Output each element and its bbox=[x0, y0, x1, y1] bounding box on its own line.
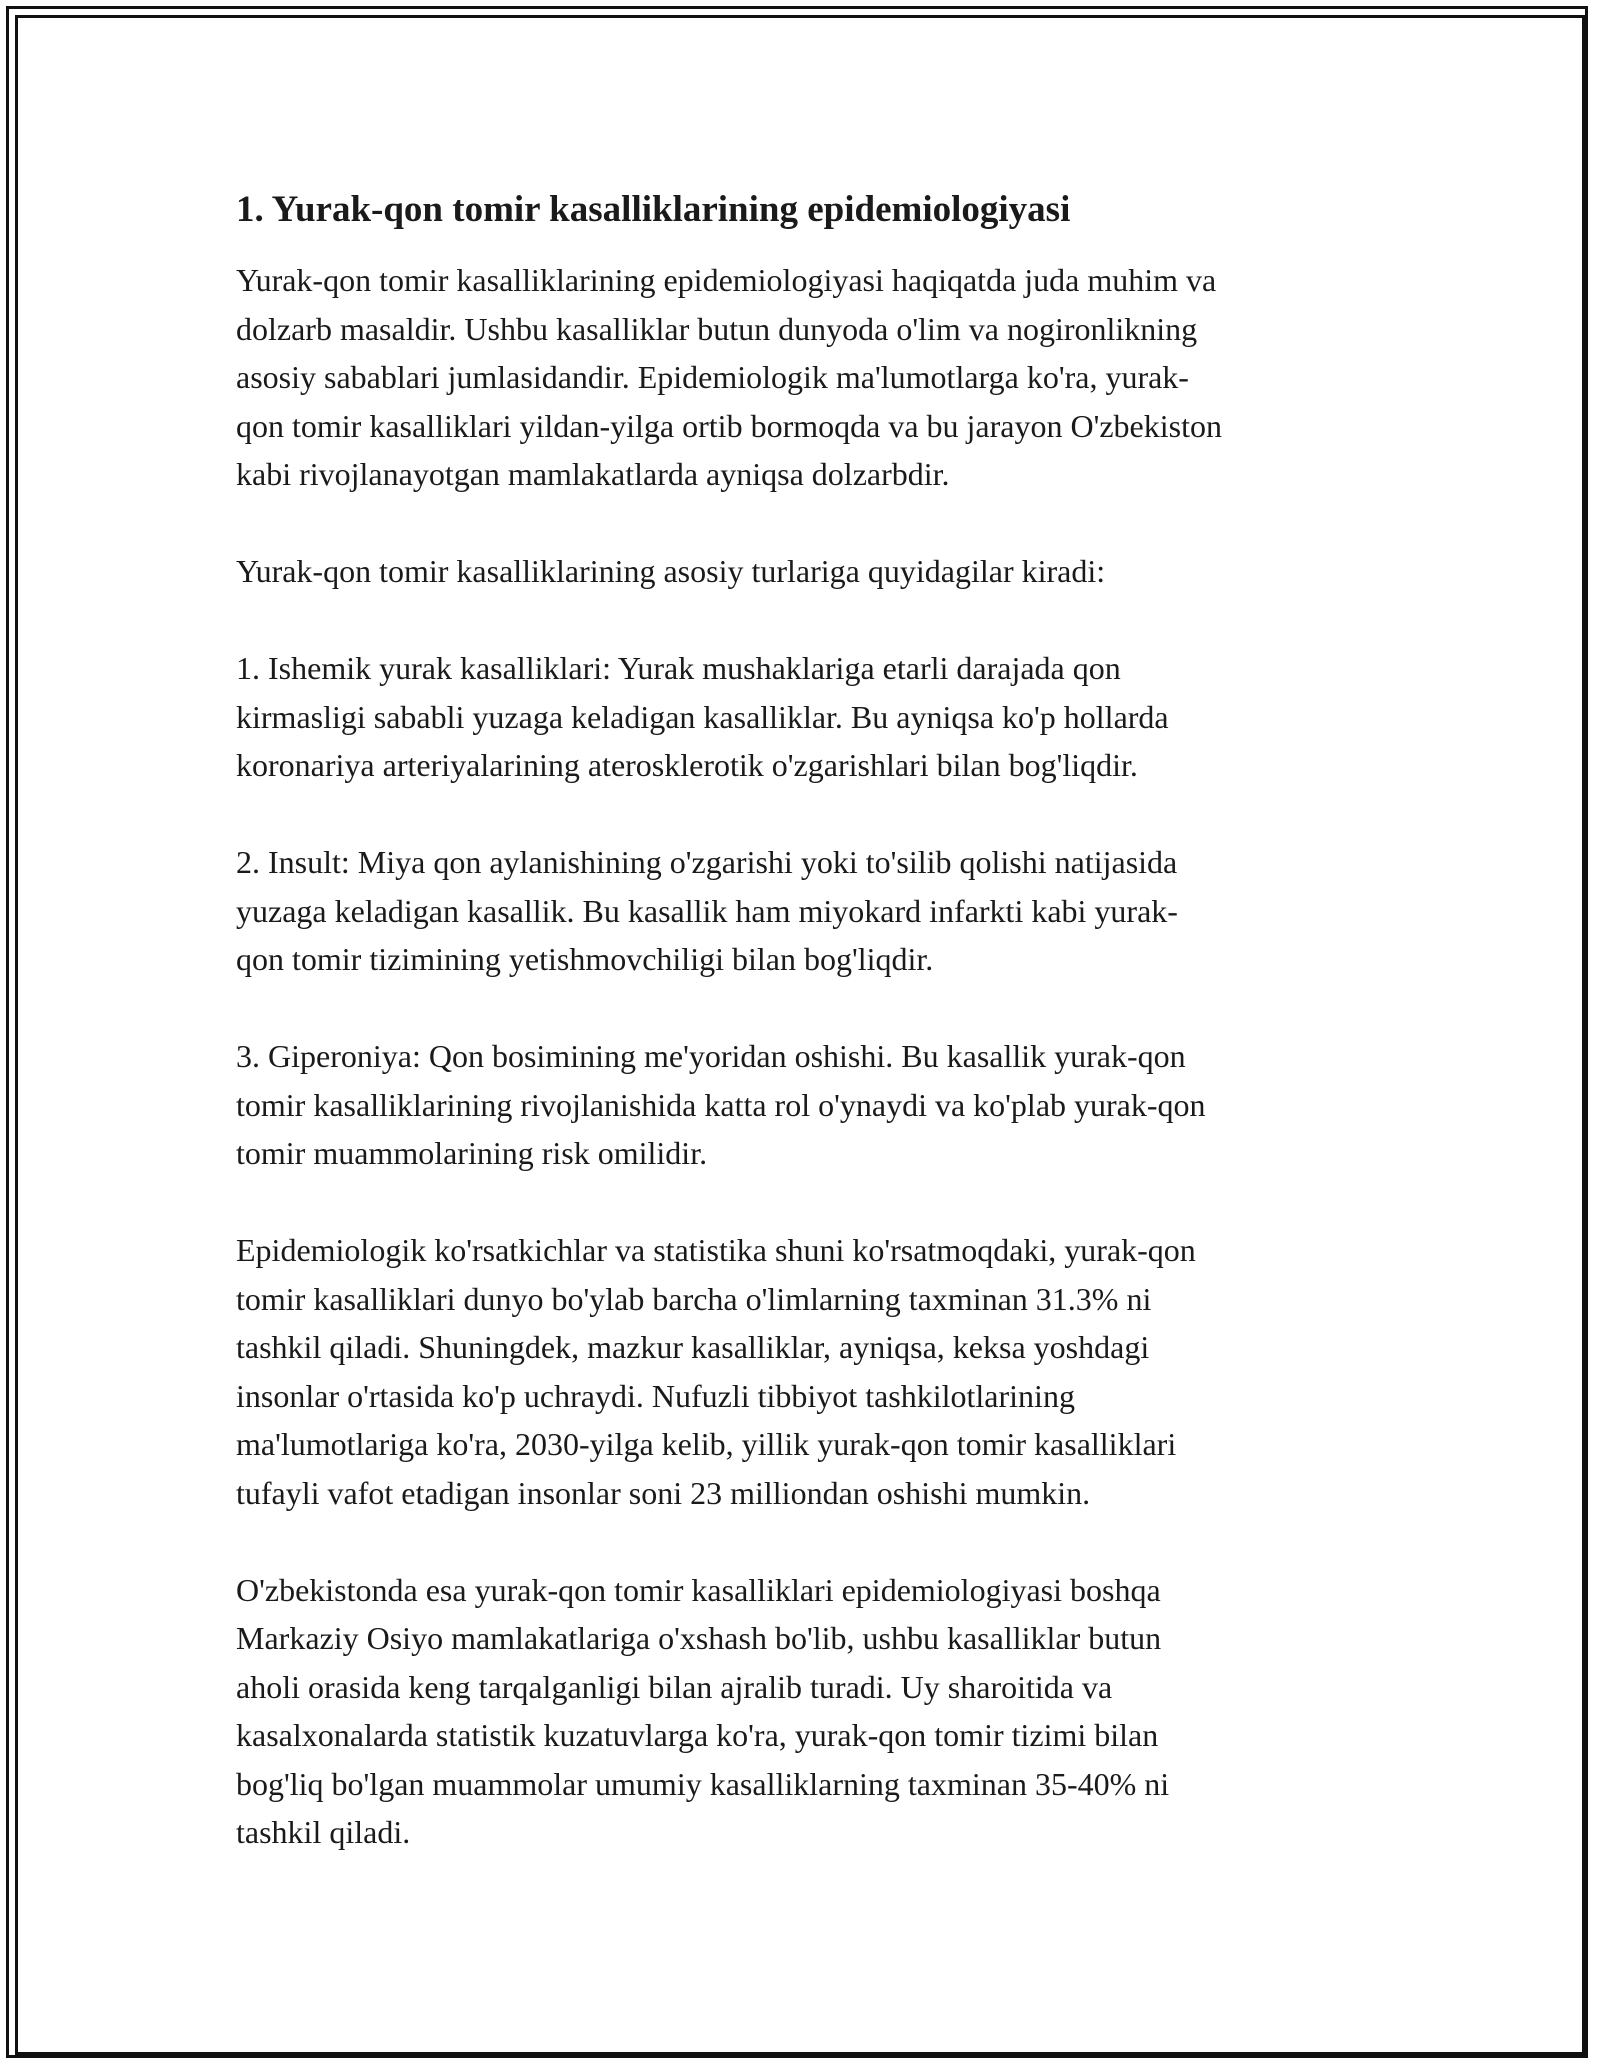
paragraph-line: qon tomir tizimining yetishmovchiligi bilan bog'liqdir. bbox=[236, 941, 934, 977]
paragraph-line: Epidemiologik ko'rsatkichlar va statistika shuni ko'rsatmoqdaki, yurak-qon bbox=[236, 1232, 1196, 1268]
paragraph-line: bog'liq bo'lgan muammolar umumiy kasalliklarning taxminan 35-40% ni bbox=[236, 1765, 1170, 1802]
paragraph-line: koronariya arteriyalarining aterosklerotik o'zgarishlari bilan bog'liqdir. bbox=[236, 747, 1138, 783]
paragraph bbox=[236, 1032, 1386, 1178]
paragraph bbox=[236, 644, 1386, 790]
paragraph-line: kabi rivojlanayotgan mamlakatlarda ayniqsa dolzarbdir. bbox=[236, 456, 950, 492]
paragraph-line: tashkil qiladi. Shuningdek, mazkur kasalliklar, ayniqsa, keksa yoshdagi bbox=[236, 1329, 1150, 1365]
paragraph-list bbox=[236, 256, 1386, 1857]
paragraph-line: tufayli vafot etadigan insonlar soni 23 milliondan oshishi mumkin. bbox=[236, 1474, 1091, 1511]
paragraph-line: 2. Insult: Miya qon aylanishining o'zgarishi yoki to'silib qolishi natijasida bbox=[236, 844, 1178, 880]
paragraph-line: tomir muammolarining risk omilidir. bbox=[236, 1135, 708, 1171]
paragraph-line: tomir kasalliklarining rivojlanishida katta rol o'ynaydi va ko'plab yurak-qon bbox=[236, 1086, 1206, 1123]
paragraph-line: tashkil qiladi. bbox=[236, 1814, 411, 1850]
paragraph-line: Yurak-qon tomir kasalliklarining asosiy turlariga quyidagilar kiradi: bbox=[236, 553, 1106, 589]
paragraph-line: yuzaga keladigan kasallik. Bu kasallik ham miyokard infarkti kabi yurak- bbox=[236, 892, 1178, 929]
paragraph-line: Markaziy Osiyo mamlakatlariga o'xshash bo'lib, ushbu kasalliklar butun bbox=[236, 1620, 1162, 1656]
paragraph-line: kasalxonalarda statistik kuzatuvlarga ko'ra, yurak-qon tomir tizimi bilan bbox=[236, 1717, 1159, 1753]
paragraph-line: tomir kasalliklari dunyo bo'ylab barcha o'limlarning taxminan 31.3% ni bbox=[236, 1280, 1152, 1317]
paragraph-line: ma'lumotlariga ko'ra, 2030-yilga kelib, yillik yurak-qon tomir kasalliklari bbox=[236, 1426, 1177, 1462]
paragraph-line: kirmasligi sababli yuzaga keladigan kasalliklar. Bu ayniqsa ko'p hollarda bbox=[236, 698, 1169, 735]
paragraph-line: Yurak-qon tomir kasalliklarining epidemiologiyasi haqiqatda juda muhim va bbox=[236, 262, 1217, 298]
paragraph-line: 1. Ishemik yurak kasalliklari: Yurak mushaklariga etarli darajada qon bbox=[236, 650, 1121, 686]
paragraph bbox=[236, 256, 1386, 499]
document-title: 1. Yurak-qon tomir kasalliklarining epidemiologiyasi bbox=[236, 189, 1071, 230]
paragraph-line: aholi orasida keng tarqalganligi bilan ajralib turadi. Uy sharoitida va bbox=[236, 1668, 1113, 1705]
paragraph-line: O'zbekistonda esa yurak-qon tomir kasalliklari epidemiologiyasi boshqa bbox=[236, 1571, 1161, 1608]
paragraph bbox=[236, 1226, 1386, 1517]
paragraph-line: dolzarb masaldir. Ushbu kasalliklar butun dunyoda o'lim va nogironlikning bbox=[236, 310, 1198, 347]
paragraph-line: asosiy sabablari jumlasidandir. Epidemiologik ma'lumotlarga ko'ra, yurak- bbox=[236, 359, 1189, 395]
paragraph bbox=[236, 547, 1386, 596]
paragraph bbox=[236, 1566, 1386, 1857]
paragraph-line: insonlar o'rtasida ko'p uchraydi. Nufuzli tibbiyot tashkilotlarining bbox=[236, 1377, 1075, 1414]
paragraph bbox=[236, 838, 1386, 984]
paragraph-line: qon tomir kasalliklari yildan-yilga ortib bormoqda va bu jarayon O'zbekiston bbox=[236, 407, 1222, 444]
document-body bbox=[236, 186, 1386, 1905]
paragraph-line: 3. Giperoniya: Qon bosimining me'yoridan oshishi. Bu kasallik yurak-qon bbox=[236, 1038, 1186, 1074]
